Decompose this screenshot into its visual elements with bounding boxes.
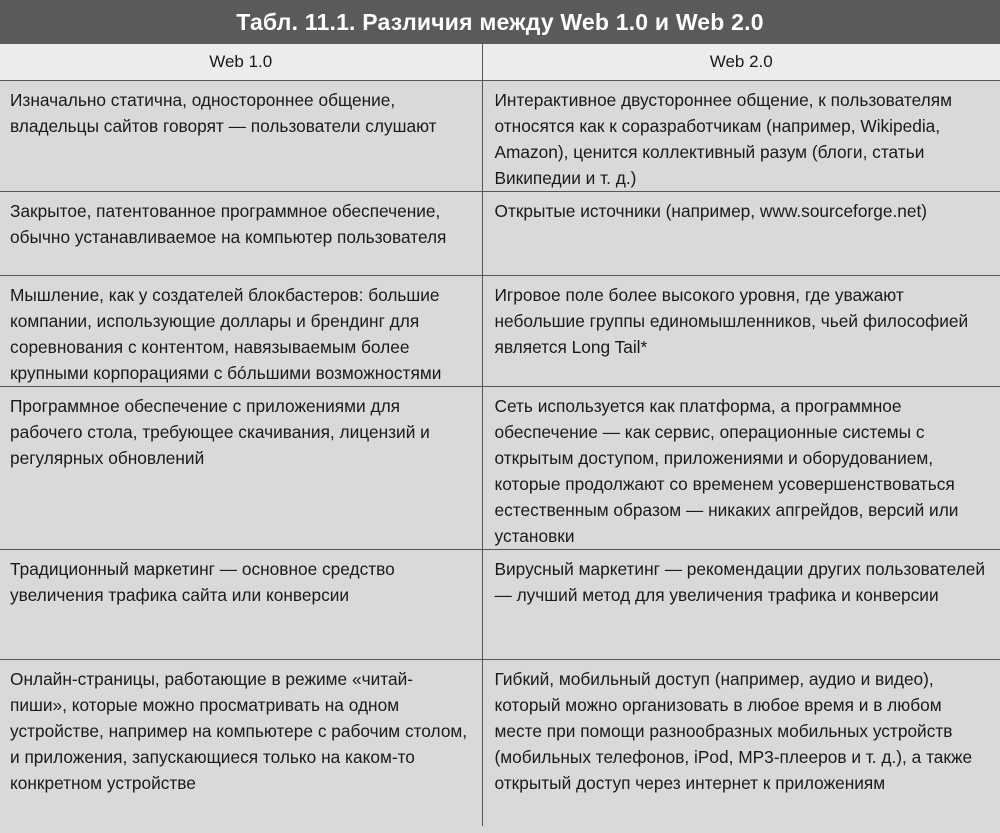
cell-web2: Интерактивное двустороннее общение, к пользователям относятся как к соразработчикам (например, Wikipedia, Amazon), ценится коллективный разум (блоги, статьи Википедии и т. д.) — [482, 81, 1000, 192]
cell-web2: Гибкий, мобильный доступ (например, аудио и видео), который можно организовать в любое время и в любом месте при помощи разнообразных мобильных устройств (мобильных телефонов, iPod, MP3-плееров и т. д.), а также открытый доступ через интернет к приложениям — [494, 669, 973, 793]
table-row — [0, 276, 1000, 387]
header-row — [0, 44, 1000, 81]
comparison-table — [0, 44, 1000, 826]
cell-web1: Онлайн-страницы, работающие в режиме «читай-пиши», которые можно просматривать на одном устройстве, например на компьютере с рабочим столом, и приложения, запускающиеся только на каком-то конкретном устройстве — [0, 660, 482, 827]
cell-web2: Игровое поле более высокого уровня, где уважают небольшие группы единомышленников, чьей философией является Long Tail* — [482, 276, 1000, 387]
table-row — [0, 660, 1000, 827]
table-row — [0, 81, 1000, 192]
cell-web2: Открытые источники (например, www.sourceforge.net) — [482, 192, 1000, 276]
column-header-web2: Web 2.0 — [482, 44, 1000, 81]
table-row — [0, 387, 1000, 550]
column-header-web1: Web 1.0 — [0, 44, 482, 81]
cell-web2: Вирусный маркетинг — рекомендации других пользователей — лучший метод для увеличения трафика и конверсии — [482, 550, 1000, 660]
cell-web1: Мышление, как у создателей блокбастеров: большие компании, использующие доллары и брендинг для соревнования с контентом, навязываемым более крупными корпорациями с бóльшими возможностями — [0, 276, 482, 387]
cell-web1: Закрытое, патентованное программное обеспечение, обычно устанавливаемое на компьютер пользователя — [0, 192, 482, 276]
table-row — [0, 192, 1000, 276]
table-title: Табл. 11.1. Различия между Web 1.0 и Web 2.0 — [236, 8, 764, 35]
cell-web2: Сеть используется как платформа, а программное обеспечение — как сервис, операционные системы с открытым доступом, приложениями и оборудованием, которые продолжают со временем усовершенствоваться естественным образом — никаких апгрейдов, версий или установки — [482, 387, 1000, 550]
cell-web1: Программное обеспечение с приложениями для рабочего стола, требующее скачивания, лицензий и регулярных обновлений — [0, 387, 482, 550]
table-row — [0, 550, 1000, 660]
table-caption — [0, 0, 1000, 44]
cell-web1: Изначально статична, одностороннее общение, владельцы сайтов говорят — пользователи слушают — [0, 81, 482, 192]
cell-web1: Традиционный маркетинг — основное средство увеличения трафика сайта или конверсии — [0, 550, 482, 660]
